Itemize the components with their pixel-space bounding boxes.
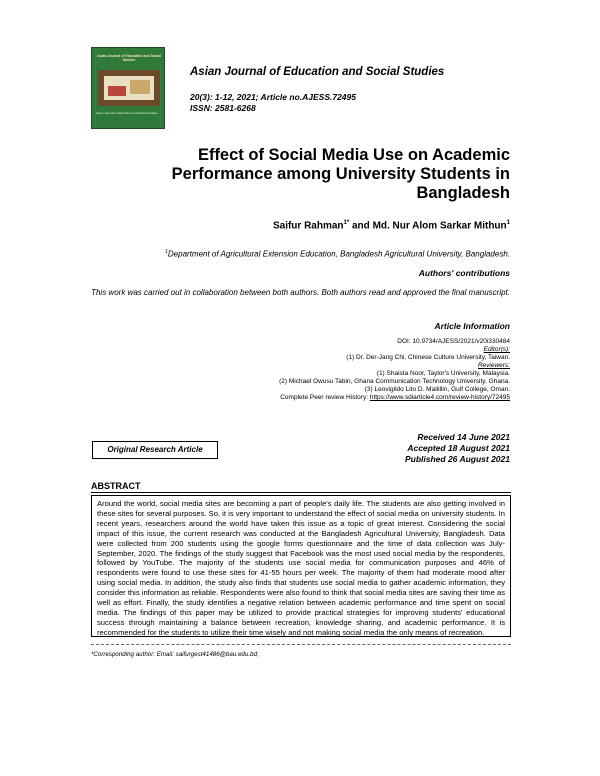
article-information <box>90 338 510 402</box>
author-list <box>273 220 510 231</box>
affiliation-text: Department of Agricultural Extension Education, Bangladesh Agricultural University, Bangladesh. <box>167 249 510 259</box>
publication-dates <box>405 432 510 465</box>
history-label: Complete Peer review History: <box>280 394 370 401</box>
author-name: Md. Nur Alom Sarkar Mithun <box>372 220 507 232</box>
peer-review-history <box>90 394 510 402</box>
affiliation-marker: 1 <box>165 249 168 255</box>
journal-cover-image <box>91 47 165 129</box>
footnote-divider <box>91 644 511 645</box>
abstract-heading: ABSTRACT <box>91 481 141 491</box>
author-conjunction: and <box>349 220 373 232</box>
doi: DOI: 10.9734/AJESS/2021/v20i330484 <box>397 338 510 345</box>
reviewer-entry: (3) Leovigildo Lito D. Mallillin, Gulf College, Oman. <box>364 386 510 393</box>
reviewer-entry: (2) Michael Owusu Tabiri, Ghana Communication Technology University, Ghana. <box>279 378 510 385</box>
accepted-date: Accepted 18 August 2021 <box>407 443 510 453</box>
author-name: Saifur Rahman <box>272 220 344 232</box>
contributions-text: This work was carried out in collaboration between both authors. Both authors read and approved the final manuscript. <box>91 288 510 297</box>
journal-issn: ISSN: 2581-6268 <box>190 103 256 113</box>
affiliation <box>165 249 510 259</box>
author-affil-marker: 1* <box>343 220 350 226</box>
article-title <box>90 146 510 203</box>
article-information-heading: Article Information <box>434 321 510 331</box>
abstract-text: Around the world, social media sites are becoming a part of people's daily life. The students are also getting involved in these sites for several purposes. So, it is very important to understand the effect of social media on university students. In recent years, researchers around the world have taken this issue as a topic of great interest. Considering the social impact of this issue, the current research was conducted at the Bangladesh Agricultural University, Bangladesh. Data were collected from 200 students using the google forms questionnaire and the time of data collection was July-September, 2020. The findings of the study suggest that Facebook was the most used social media by the respondents, followed by YouTube. The majority of the students use social media for communication purposes and 46% of respondents were found to use these sites for 41-55 hours per week. The majority of them had moderate mood after using social media. In addition, the study also finds that students use social media to gather academic information, they consider this information as reliable. Respondents were also found to think that social media sites are saving their time as well as effort. Finally, the study identifies a negative relation between academic performance and time spent on social media. The findings of this paper may be utilized to provide practical strategies for improving students' educational success through maintaining a balance between recreation, knowledge sharing, and academic performance. It is recommended for the students to utilize their time wisely and not making social media the only means of recreation. <box>91 495 511 637</box>
cover-title: Asian Journal of Education and Social Studies <box>97 54 161 62</box>
abstract-divider <box>91 492 511 493</box>
corresponding-author-footnote: *Corresponding author: Email: saifurgest41486@bau.edu.bd; <box>91 651 259 658</box>
cover-footer: Asian Journal of Education and Social Studies <box>96 111 158 115</box>
received-date: Received 14 June 2021 <box>417 432 510 442</box>
author-affil-marker: 1 <box>506 220 510 226</box>
title-line: Effect of Social Media Use on Academic <box>197 146 510 164</box>
reviewers-label: Reviewers: <box>477 362 510 369</box>
journal-volume: 20(3): 1-12, 2021; Article no.AJESS.72495 <box>190 92 356 102</box>
review-history-link[interactable]: https://www.sdiarticle4.com/review-history/72495 <box>369 394 510 401</box>
cover-illustration <box>98 70 160 106</box>
article-type-box: Original Research Article <box>92 441 218 459</box>
editors-label: Editor(s): <box>483 346 510 353</box>
title-line: Performance among University Students in <box>171 165 510 183</box>
contributions-heading: Authors' contributions <box>418 268 510 278</box>
published-date: Published 26 August 2021 <box>404 454 510 464</box>
reviewer-entry: (1) Shaista Noor, Taylor's University, Malaysia. <box>376 370 510 377</box>
title-line: Bangladesh <box>416 184 510 202</box>
editor-entry: (1) Dr. Der-Jang Chi, Chinese Culture University, Taiwan. <box>346 354 510 361</box>
journal-name: Asian Journal of Education and Social Studies <box>190 66 445 78</box>
